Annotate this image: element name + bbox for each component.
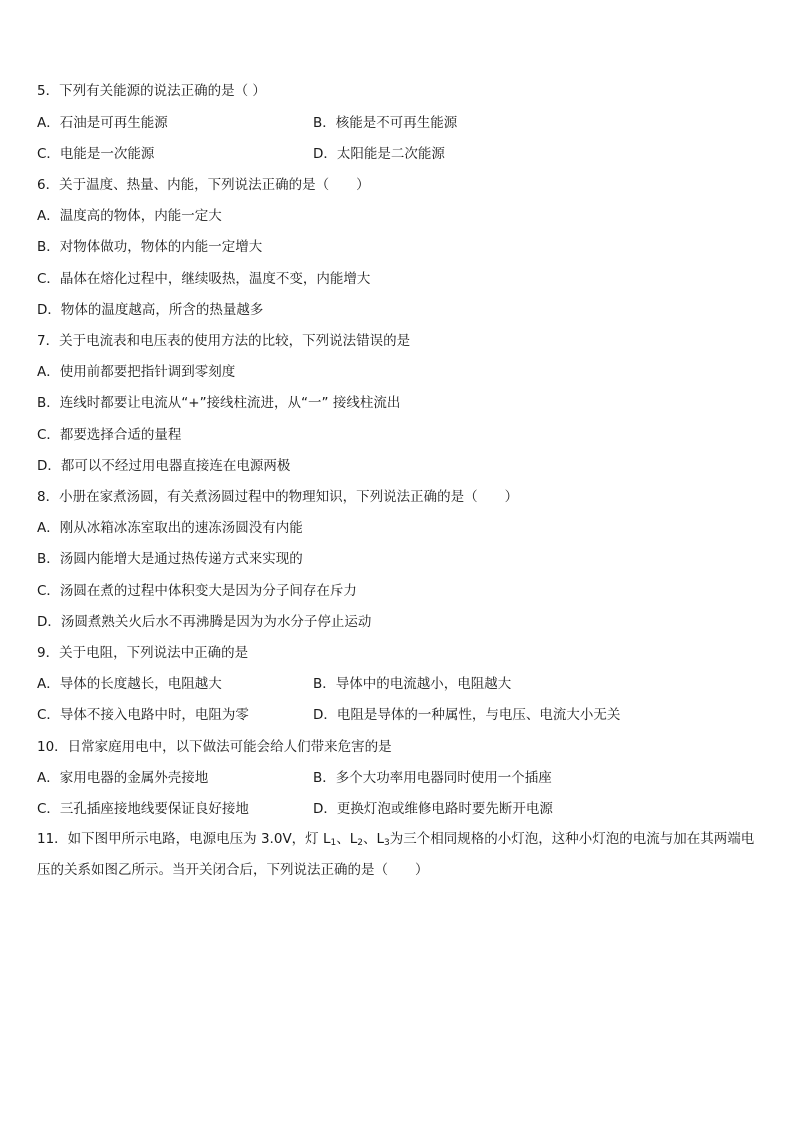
- subscript-2: 2: [357, 838, 363, 848]
- question-9-option-b: B．导体中的电流越小，电阻越大: [313, 676, 512, 692]
- question-9-option-d: D．电阻是导体的一种属性，与电压、电流大小无关: [313, 707, 621, 723]
- question-11-sep-2: 、L: [363, 831, 385, 847]
- question-8-option-c: C．汤圆在煮的过程中体积变大是因为分子间存在斥力: [37, 583, 357, 599]
- question-11-text-start: 11．如下图甲所示电路，电源电压为 3.0V，灯 L: [37, 831, 331, 847]
- question-9-stem: 9．关于电阻，下列说法中正确的是: [37, 645, 249, 661]
- question-10-option-d: D．更换灯泡或维修电路时要先断开电源: [313, 801, 553, 817]
- question-7-option-c: C．都要选择合适的量程: [37, 427, 182, 443]
- question-11-text-end: 为三个相同规格的小灯泡，这种小灯泡的电流与加在其两端电压的关系如图乙所示。当开关闭合后，下列说法正确的是（ ）: [37, 831, 755, 878]
- question-6-stem: 6．关于温度、热量、内能，下列说法正确的是（ ）: [37, 177, 370, 193]
- question-5-option-a: A．石油是可再生能源: [37, 115, 168, 131]
- question-7-option-d: D．都可以不经过用电器直接连在电源两极: [37, 458, 291, 474]
- question-8-stem: 8．小册在家煮汤圆，有关煮汤圆过程中的物理知识，下列说法正确的是（ ）: [37, 489, 519, 505]
- question-11-sep-1: 、L: [336, 831, 358, 847]
- question-7-option-a: A．使用前都要把指针调到零刻度: [37, 364, 236, 380]
- question-6-option-b: B．对物体做功，物体的内能一定增大: [37, 239, 263, 255]
- question-5-option-c: C．电能是一次能源: [37, 146, 155, 162]
- question-6-option-a: A．温度高的物体，内能一定大: [37, 208, 222, 224]
- question-8-option-a: A．刚从冰箱冰冻室取出的速冻汤圆没有内能: [37, 520, 303, 536]
- question-10-stem: 10．日常家庭用电中，以下做法可能会给人们带来危害的是: [37, 739, 392, 755]
- subscript-3: 3: [384, 838, 390, 848]
- question-7-stem: 7．关于电流表和电压表的使用方法的比较，下列说法错误的是: [37, 333, 411, 349]
- question-8-option-d: D．汤圆煮熟关火后水不再沸腾是因为为水分子停止运动: [37, 614, 372, 630]
- question-5-stem: 5．下列有关能源的说法正确的是（ ）: [37, 83, 266, 99]
- question-5-option-b: B．核能是不可再生能源: [313, 115, 458, 131]
- question-6-option-d: D．物体的温度越高，所含的热量越多: [37, 302, 264, 318]
- question-11-stem: [37, 824, 759, 886]
- question-10-option-b: B．多个大功率用电器同时使用一个插座: [313, 770, 552, 786]
- question-10-option-c: C．三孔插座接地线要保证良好接地: [37, 801, 249, 817]
- question-7-option-b: B．连线时都要让电流从“+”接线柱流进，从“一” 接线柱流出: [37, 395, 401, 411]
- question-8-option-b: B．汤圆内能增大是通过热传递方式来实现的: [37, 551, 303, 567]
- question-9-option-c: C．导体不接入电路中时，电阻为零: [37, 707, 249, 723]
- question-9-option-a: A．导体的长度越长，电阻越大: [37, 676, 222, 692]
- question-5-option-d: D．太阳能是二次能源: [313, 146, 445, 162]
- question-10-option-a: A．家用电器的金属外壳接地: [37, 770, 209, 786]
- question-6-option-c: C．晶体在熔化过程中，继续吸热，温度不变，内能增大: [37, 271, 371, 287]
- subscript-1: 1: [330, 838, 337, 848]
